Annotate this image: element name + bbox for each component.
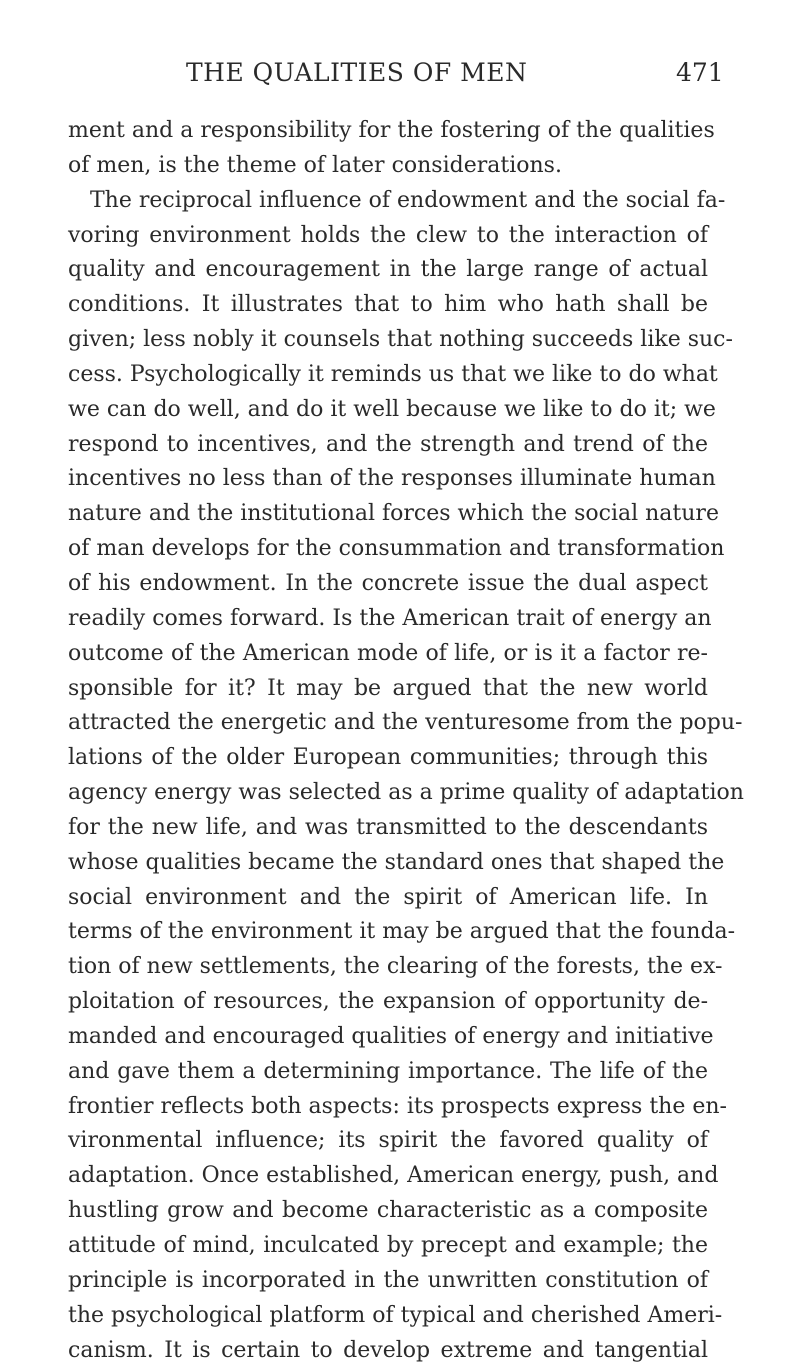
text-line: of his endowment. In the concrete issue the dual aspect	[68, 570, 708, 596]
text-line: of man develops for the consummation and transformation	[68, 536, 725, 562]
text-line: nature and the institutional forces which the social nature	[68, 501, 719, 527]
text-line: voring environment holds the clew to the interaction of	[68, 222, 708, 248]
text-line: manded and encouraged qualities of energy and initiative	[68, 1023, 714, 1049]
body-text	[68, 114, 744, 1368]
text-line: canism. It is certain to develop extreme and tangential	[68, 1337, 708, 1363]
text-line: we can do well, and do it well because we like to do it; we	[68, 396, 716, 422]
text-line: whose qualities became the standard ones that shaped the	[68, 849, 725, 875]
running-title: THE QUALITIES OF MEN	[186, 58, 528, 87]
text-line: frontier reflects both aspects: its prospects express the en-	[68, 1093, 727, 1119]
text-line: tion of new settlements, the clearing of the forests, the ex-	[68, 954, 723, 980]
text-line: readily comes forward. Is the American trait of energy an	[68, 605, 712, 631]
text-line: respond to incentives, and the strength and trend of the	[68, 431, 708, 457]
text-line: sponsible for it? It may be argued that the new world	[68, 675, 708, 701]
page-number: 471	[676, 58, 724, 87]
text-line: given; less nobly it counsels that nothing succeeds like suc-	[68, 327, 733, 353]
text-line: The reciprocal influence of endowment and the social fa-	[90, 187, 726, 213]
text-line: incentives no less than of the responses illuminate human	[68, 466, 716, 492]
page-header	[0, 58, 801, 98]
text-line: of men, is the theme of later considerations.	[68, 152, 562, 178]
text-line: attracted the energetic and the venturesome from the popu-	[68, 710, 743, 736]
text-line: cess. Psychologically it reminds us that we like to do what	[68, 361, 718, 387]
text-line: hustling grow and become characteristic as a composite	[68, 1198, 708, 1224]
text-line: adaptation. Once established, American energy, push, and	[68, 1163, 719, 1189]
text-line: principle is incorporated in the unwritten constitution of	[68, 1267, 708, 1293]
text-line: and gave them a determining importance. The life of the	[68, 1058, 708, 1084]
text-line: ploitation of resources, the expansion of opportunity de-	[68, 989, 708, 1015]
text-line: ment and a responsibility for the fostering of the qualities	[68, 118, 715, 143]
text-line: for the new life, and was transmitted to the descendants	[68, 814, 708, 840]
text-line: social environment and the spirit of American life. In	[68, 884, 708, 910]
text-line: conditions. It illustrates that to him who hath shall be	[68, 292, 708, 318]
text-line: attitude of mind, inculcated by precept and example; the	[68, 1233, 708, 1258]
text-line: outcome of the American mode of life, or is it a factor re-	[68, 640, 708, 666]
text-line: terms of the environment it may be argued that the founda-	[68, 919, 736, 945]
text-line: lations of the older European communities; through this	[68, 745, 708, 771]
text-line: vironmental influence; its spirit the favored quality of	[68, 1128, 708, 1154]
text-line: quality and encouragement in the large range of actual	[68, 257, 708, 283]
text-line: agency energy was selected as a prime quality of adaptation	[68, 780, 744, 806]
text-line: the psychological platform of typical and cherished Ameri-	[68, 1302, 723, 1328]
